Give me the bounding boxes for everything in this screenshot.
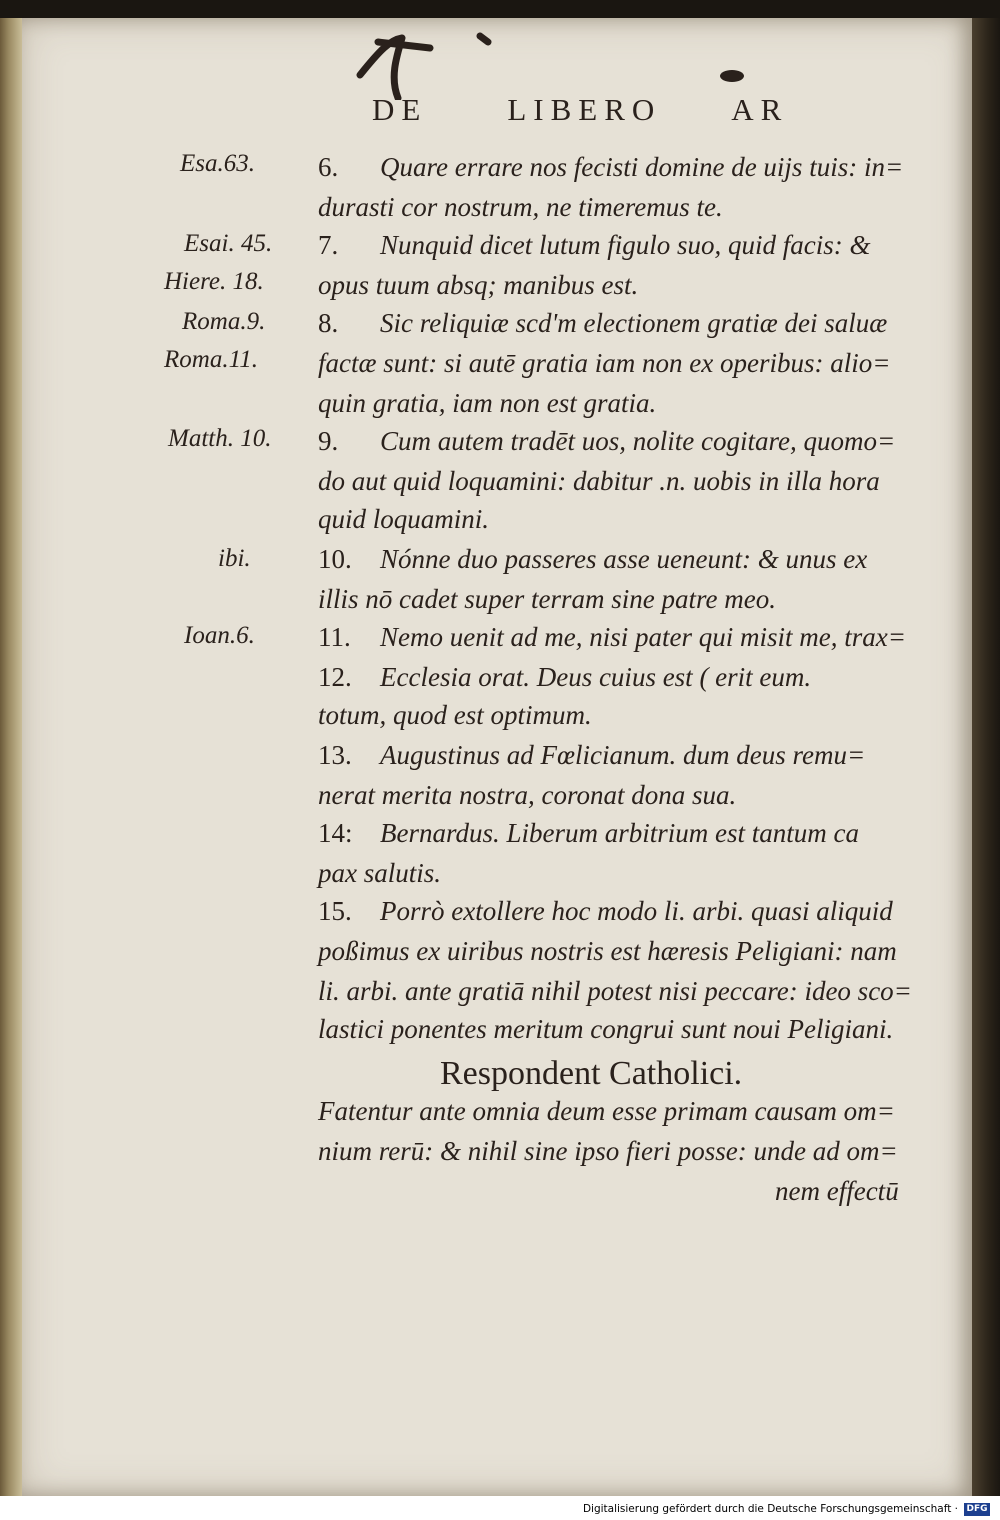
line-text: Nónne duo passeres asse ueneunt: & unus ex <box>380 544 868 574</box>
line-number: 15. <box>318 896 352 926</box>
text-line <box>318 622 906 653</box>
line-text: Quare errare nos fecisti domine de uijs tuis: in= <box>380 152 904 182</box>
page-edge-shadow <box>972 18 1000 1496</box>
text-line <box>318 858 441 889</box>
text-line <box>318 780 736 811</box>
line-text: illis nō cadet super terram sine patre meo. <box>318 584 776 614</box>
margin-note: Ioan.6. <box>184 622 255 649</box>
margin-note: Roma.11. <box>164 346 258 373</box>
text-line: Fatentur ante omnia deum esse primam causam om= <box>318 1096 895 1126</box>
line-number: 8. <box>318 308 339 338</box>
text-line <box>318 192 723 223</box>
line-number: 6. <box>318 152 339 182</box>
line-text: do aut quid loquamini: dabitur .n. uobis in illa hora <box>318 466 880 496</box>
line-number: 12. <box>318 662 352 692</box>
text-line <box>318 976 912 1007</box>
text-line <box>318 466 880 497</box>
catchword: nem effectū <box>775 1176 899 1206</box>
text-line <box>318 152 903 183</box>
header-word-2: LIBERO <box>507 92 662 127</box>
text-line <box>318 700 592 731</box>
text-line <box>318 1014 893 1045</box>
line-number: 7. <box>318 230 339 260</box>
margin-note: Esa.63. <box>180 150 255 177</box>
line-number: 11. <box>318 622 351 652</box>
margin-note: Roma.9. <box>182 308 266 335</box>
book-spine <box>0 18 22 1496</box>
section-heading: Respondent Catholici. <box>440 1055 743 1092</box>
text-line <box>318 388 656 419</box>
line-text: durasti cor nostrum, ne timeremus te. <box>318 192 723 222</box>
text-line: nium rerū: & nihil sine ipso fieri posse: unde ad om= <box>318 1136 898 1166</box>
line-text: Nemo uenit ad me, nisi pater qui misit me, trax= <box>380 622 906 652</box>
text-line <box>318 504 489 535</box>
line-text: li. arbi. ante gratiā nihil potest nisi peccare: ideo sco= <box>318 976 912 1006</box>
margin-note: Matth. 10. <box>168 425 272 452</box>
line-text: Nunquid dicet lutum figulo suo, quid facis: & <box>380 230 871 260</box>
line-text: Ecclesia orat. Deus cuius est ( erit eum. <box>380 662 812 692</box>
line-text: quid loquamini. <box>318 504 490 534</box>
line-text: pax salutis. <box>318 858 442 888</box>
text-line <box>318 896 893 927</box>
text-line <box>318 544 867 575</box>
line-text: Bernardus. Liberum arbitrium est tantum ca <box>380 818 859 848</box>
margin-note: Hiere. 18. <box>164 268 264 295</box>
line-number: 9. <box>318 426 339 456</box>
text-line <box>318 308 887 339</box>
line-text: poßimus ex uiribus nostris est hæresis Peligiani: nam <box>318 936 897 966</box>
text-line <box>318 584 776 615</box>
header-word-3: AR <box>731 92 789 127</box>
text-line <box>318 230 870 261</box>
line-number: 14: <box>318 818 353 848</box>
line-text: Augustinus ad Fœlicianum. dum deus remu= <box>380 740 866 770</box>
text-line <box>318 270 638 301</box>
line-text: Porrò extollere hoc modo li. arbi. quasi aliquid <box>380 896 893 926</box>
line-text: factæ sunt: si autē gratia iam non ex operibus: alio= <box>318 348 891 378</box>
line-text: Sic reliquiæ scd'm electionem gratiæ dei saluæ <box>380 308 888 338</box>
margin-note: ibi. <box>218 545 251 572</box>
funding-credit: Digitalisierung gefördert durch die Deutsche Forschungsgemeinschaft · <box>582 1503 958 1515</box>
margin-note: Esai. 45. <box>184 230 273 257</box>
header-word-1: DE <box>372 92 428 127</box>
line-number: 10. <box>318 544 352 574</box>
text-line <box>318 662 811 693</box>
text-line <box>318 818 859 849</box>
line-text: nerat merita nostra, coronat dona sua. <box>318 780 737 810</box>
line-text: opus tuum absq; manibus est. <box>318 270 639 300</box>
text-line <box>318 936 897 967</box>
line-text: quin gratia, iam non est gratia. <box>318 388 657 418</box>
ink-flourish-decoration <box>340 30 760 100</box>
line-number: 13. <box>318 740 352 770</box>
text-line <box>318 348 890 379</box>
line-text: totum, quod est optimum. <box>318 700 592 730</box>
running-header <box>372 92 892 132</box>
line-text: Cum autem tradēt uos, nolite cogitare, quomo= <box>380 426 896 456</box>
line-text: lastici ponentes meritum congrui sunt noui Peligiani. <box>318 1014 894 1044</box>
text-line <box>318 740 865 771</box>
text-line <box>318 426 895 457</box>
dfg-logo: DFG <box>964 1503 990 1516</box>
